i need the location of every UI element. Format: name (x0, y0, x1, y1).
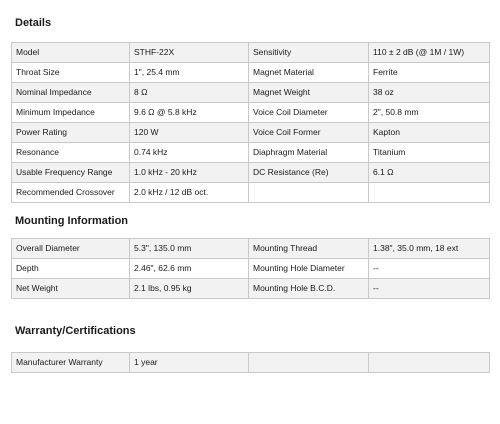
table-row (12, 103, 490, 123)
spec-label: Recommended Crossover (12, 183, 130, 203)
table-row (12, 83, 490, 103)
spec-label: Throat Size (12, 63, 130, 83)
spec-value: STHF-22X (130, 43, 249, 63)
spec-value (369, 353, 490, 373)
spec-value: 2", 50.8 mm (369, 103, 490, 123)
spec-value: 5.3", 135.0 mm (130, 239, 249, 259)
spec-value: 0.74 kHz (130, 143, 249, 163)
spec-value: 6.1 Ω (369, 163, 490, 183)
spec-value: 1.38", 35.0 mm, 18 ext (369, 239, 490, 259)
spec-value: 9.6 Ω @ 5.8 kHz (130, 103, 249, 123)
spec-label: DC Resistance (Re) (249, 163, 369, 183)
spec-label: Mounting Hole Diameter (249, 259, 369, 279)
spec-value: 2.0 kHz / 12 dB oct. (130, 183, 249, 203)
mounting-heading: Mounting Information (15, 215, 129, 227)
warranty-heading: Warranty/Certifications (15, 325, 136, 337)
spec-label: Diaphragm Material (249, 143, 369, 163)
spec-value: 1.0 kHz - 20 kHz (130, 163, 249, 183)
table-row (12, 123, 490, 143)
spec-label: Magnet Weight (249, 83, 369, 103)
table-row (12, 279, 490, 299)
spec-value: 2.46", 62.6 mm (130, 259, 249, 279)
spec-value: Titanium (369, 143, 490, 163)
spec-label: Depth (12, 259, 130, 279)
mounting-table (11, 238, 490, 299)
spec-label: Manufacturer Warranty (12, 353, 130, 373)
details-table (11, 42, 490, 203)
spec-label: Voice Coil Diameter (249, 103, 369, 123)
spec-value: 8 Ω (130, 83, 249, 103)
spec-label: Model (12, 43, 130, 63)
spec-label (249, 183, 369, 203)
spec-label: Nominal Impedance (12, 83, 130, 103)
details-heading: Details (15, 17, 52, 29)
table-row (12, 353, 490, 373)
table-row (12, 259, 490, 279)
spec-label: Mounting Thread (249, 239, 369, 259)
spec-label: Resonance (12, 143, 130, 163)
spec-value: 1 year (130, 353, 249, 373)
spec-value: 38 oz (369, 83, 490, 103)
spec-label: Net Weight (12, 279, 130, 299)
table-row (12, 239, 490, 259)
spec-value: 1", 25.4 mm (130, 63, 249, 83)
spec-value: -- (369, 259, 490, 279)
spec-label: Overall Diameter (12, 239, 130, 259)
table-row (12, 183, 490, 203)
table-row (12, 43, 490, 63)
spec-value: 2.1 lbs, 0.95 kg (130, 279, 249, 299)
spec-label: Magnet Material (249, 63, 369, 83)
table-row (12, 63, 490, 83)
spec-label: Mounting Hole B.C.D. (249, 279, 369, 299)
spec-value: 110 ± 2 dB (@ 1M / 1W) (369, 43, 490, 63)
spec-label: Power Rating (12, 123, 130, 143)
spec-label: Usable Frequency Range (12, 163, 130, 183)
spec-value: -- (369, 279, 490, 299)
spec-label (249, 353, 369, 373)
spec-label: Voice Coil Former (249, 123, 369, 143)
spec-value (369, 183, 490, 203)
spec-label: Minimum Impedance (12, 103, 130, 123)
warranty-table (11, 352, 490, 373)
spec-value: Ferrite (369, 63, 490, 83)
table-row (12, 143, 490, 163)
spec-value: Kapton (369, 123, 490, 143)
table-row (12, 163, 490, 183)
spec-label: Sensitivity (249, 43, 369, 63)
spec-value: 120 W (130, 123, 249, 143)
